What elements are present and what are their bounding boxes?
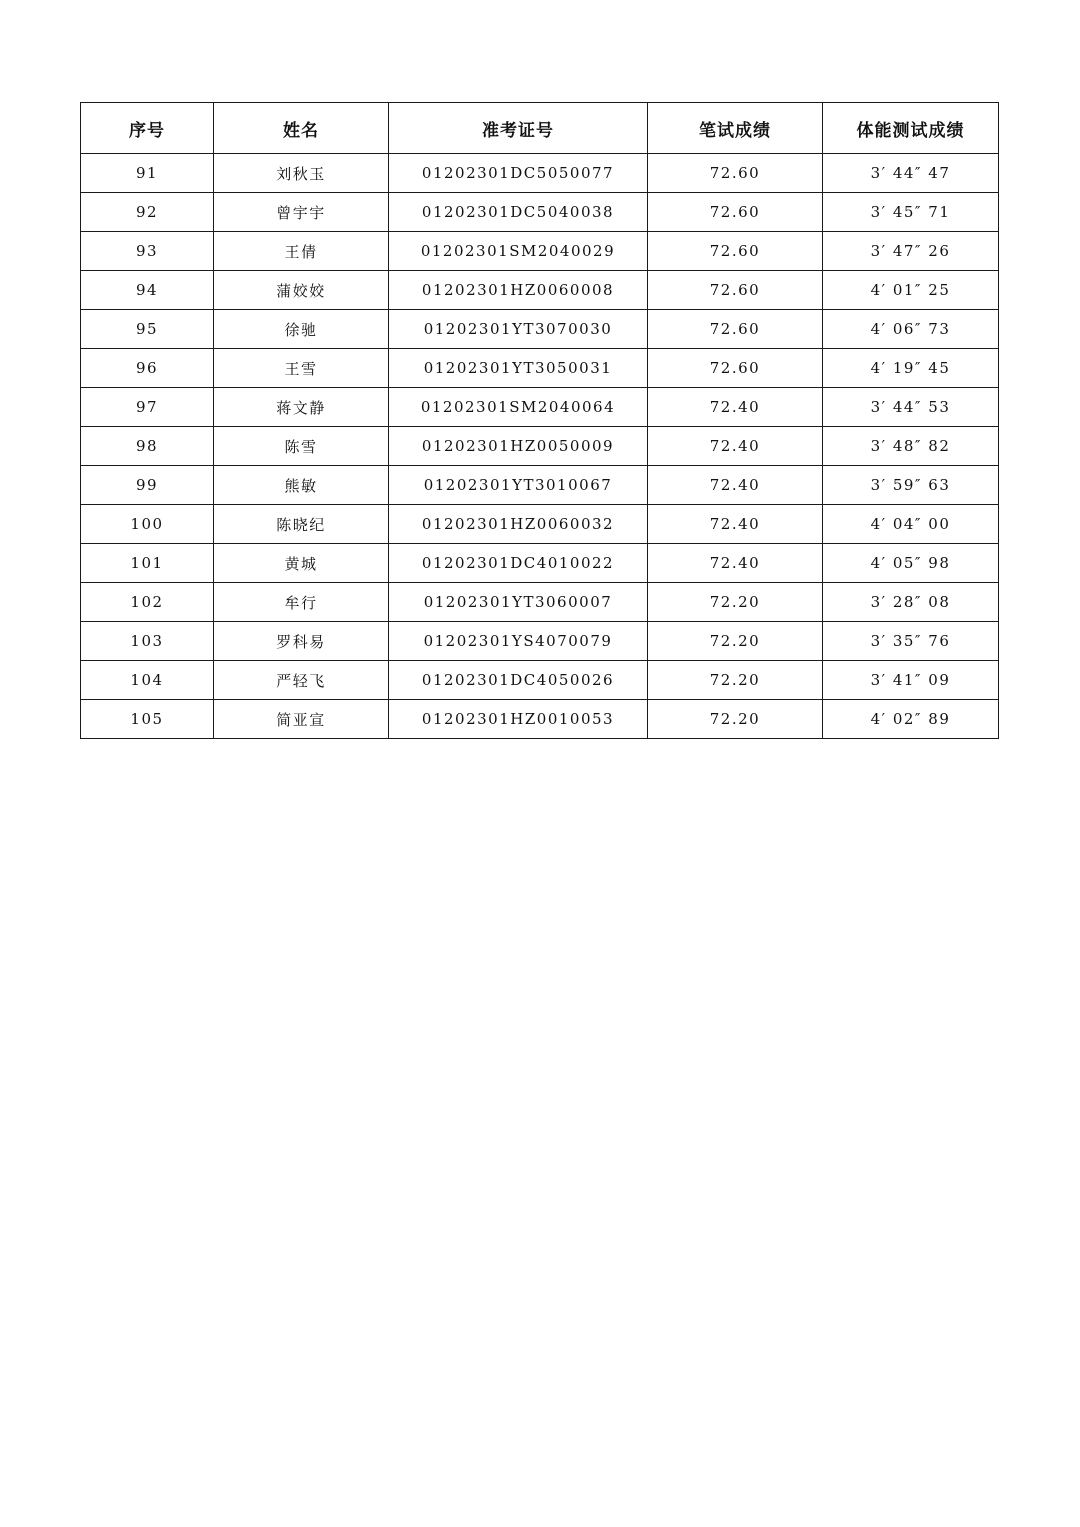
cell-ticket-number: 01202301SM2040029 [389, 232, 648, 271]
cell-index: 100 [81, 505, 214, 544]
cell-index: 93 [81, 232, 214, 271]
cell-ticket-number: 01202301YT3060007 [389, 583, 648, 622]
table-row [81, 544, 999, 583]
cell-index: 91 [81, 154, 214, 193]
cell-fitness-score: 3′ 44″ 47 [823, 154, 999, 193]
cell-index: 97 [81, 388, 214, 427]
cell-index: 105 [81, 700, 214, 739]
table-row [81, 700, 999, 739]
cell-written-score: 72.40 [648, 427, 823, 466]
cell-index: 103 [81, 622, 214, 661]
cell-written-score: 72.40 [648, 466, 823, 505]
cell-written-score: 72.40 [648, 388, 823, 427]
cell-ticket-number: 01202301HZ0060032 [389, 505, 648, 544]
table-row [81, 466, 999, 505]
table-row [81, 583, 999, 622]
cell-name: 严轻飞 [214, 661, 389, 700]
cell-name: 熊敏 [214, 466, 389, 505]
header-written-score: 笔试成绩 [648, 103, 823, 154]
cell-ticket-number: 01202301DC5050077 [389, 154, 648, 193]
cell-index: 94 [81, 271, 214, 310]
cell-written-score: 72.60 [648, 349, 823, 388]
cell-ticket-number: 01202301DC4010022 [389, 544, 648, 583]
cell-ticket-number: 01202301HZ0060008 [389, 271, 648, 310]
cell-fitness-score: 3′ 44″ 53 [823, 388, 999, 427]
table-row [81, 622, 999, 661]
cell-ticket-number: 01202301SM2040064 [389, 388, 648, 427]
cell-ticket-number: 01202301DC4050026 [389, 661, 648, 700]
cell-ticket-number: 01202301HZ0050009 [389, 427, 648, 466]
cell-ticket-number: 01202301YT3050031 [389, 349, 648, 388]
score-table [80, 102, 999, 739]
cell-written-score: 72.60 [648, 232, 823, 271]
cell-written-score: 72.60 [648, 310, 823, 349]
table-row [81, 661, 999, 700]
cell-written-score: 72.40 [648, 544, 823, 583]
cell-index: 92 [81, 193, 214, 232]
table-row [81, 193, 999, 232]
cell-fitness-score: 4′ 05″ 98 [823, 544, 999, 583]
cell-ticket-number: 01202301YT3010067 [389, 466, 648, 505]
cell-name: 简亚宣 [214, 700, 389, 739]
cell-fitness-score: 3′ 59″ 63 [823, 466, 999, 505]
table-row [81, 505, 999, 544]
cell-fitness-score: 3′ 35″ 76 [823, 622, 999, 661]
cell-fitness-score: 3′ 28″ 08 [823, 583, 999, 622]
cell-name: 蒋文静 [214, 388, 389, 427]
table-row [81, 310, 999, 349]
cell-fitness-score: 4′ 19″ 45 [823, 349, 999, 388]
table-row [81, 388, 999, 427]
cell-fitness-score: 3′ 47″ 26 [823, 232, 999, 271]
cell-index: 95 [81, 310, 214, 349]
cell-index: 96 [81, 349, 214, 388]
header-row [81, 103, 999, 154]
cell-written-score: 72.20 [648, 622, 823, 661]
cell-index: 104 [81, 661, 214, 700]
cell-name: 陈晓纪 [214, 505, 389, 544]
header-fitness-score: 体能测试成绩 [823, 103, 999, 154]
cell-fitness-score: 4′ 04″ 00 [823, 505, 999, 544]
cell-written-score: 72.20 [648, 661, 823, 700]
cell-name: 王雪 [214, 349, 389, 388]
cell-name: 牟行 [214, 583, 389, 622]
cell-name: 曾宇宇 [214, 193, 389, 232]
table-row [81, 427, 999, 466]
cell-name: 陈雪 [214, 427, 389, 466]
table-row [81, 271, 999, 310]
cell-written-score: 72.20 [648, 583, 823, 622]
table-row [81, 349, 999, 388]
cell-name: 罗科易 [214, 622, 389, 661]
cell-fitness-score: 3′ 41″ 09 [823, 661, 999, 700]
cell-fitness-score: 4′ 06″ 73 [823, 310, 999, 349]
cell-written-score: 72.60 [648, 154, 823, 193]
header-ticket-number: 准考证号 [389, 103, 648, 154]
cell-fitness-score: 3′ 48″ 82 [823, 427, 999, 466]
cell-name: 蒲姣姣 [214, 271, 389, 310]
header-index: 序号 [81, 103, 214, 154]
cell-fitness-score: 4′ 02″ 89 [823, 700, 999, 739]
cell-index: 99 [81, 466, 214, 505]
table-body [81, 154, 999, 739]
cell-name: 王倩 [214, 232, 389, 271]
header-name: 姓名 [214, 103, 389, 154]
cell-name: 刘秋玉 [214, 154, 389, 193]
cell-ticket-number: 01202301YT3070030 [389, 310, 648, 349]
cell-name: 黄城 [214, 544, 389, 583]
table-row [81, 154, 999, 193]
cell-written-score: 72.20 [648, 700, 823, 739]
cell-ticket-number: 01202301HZ0010053 [389, 700, 648, 739]
cell-written-score: 72.60 [648, 271, 823, 310]
table-header [81, 103, 999, 154]
cell-written-score: 72.60 [648, 193, 823, 232]
cell-ticket-number: 01202301YS4070079 [389, 622, 648, 661]
cell-written-score: 72.40 [648, 505, 823, 544]
cell-name: 徐驰 [214, 310, 389, 349]
cell-index: 102 [81, 583, 214, 622]
cell-fitness-score: 3′ 45″ 71 [823, 193, 999, 232]
cell-index: 101 [81, 544, 214, 583]
cell-ticket-number: 01202301DC5040038 [389, 193, 648, 232]
cell-index: 98 [81, 427, 214, 466]
cell-fitness-score: 4′ 01″ 25 [823, 271, 999, 310]
table-row [81, 232, 999, 271]
